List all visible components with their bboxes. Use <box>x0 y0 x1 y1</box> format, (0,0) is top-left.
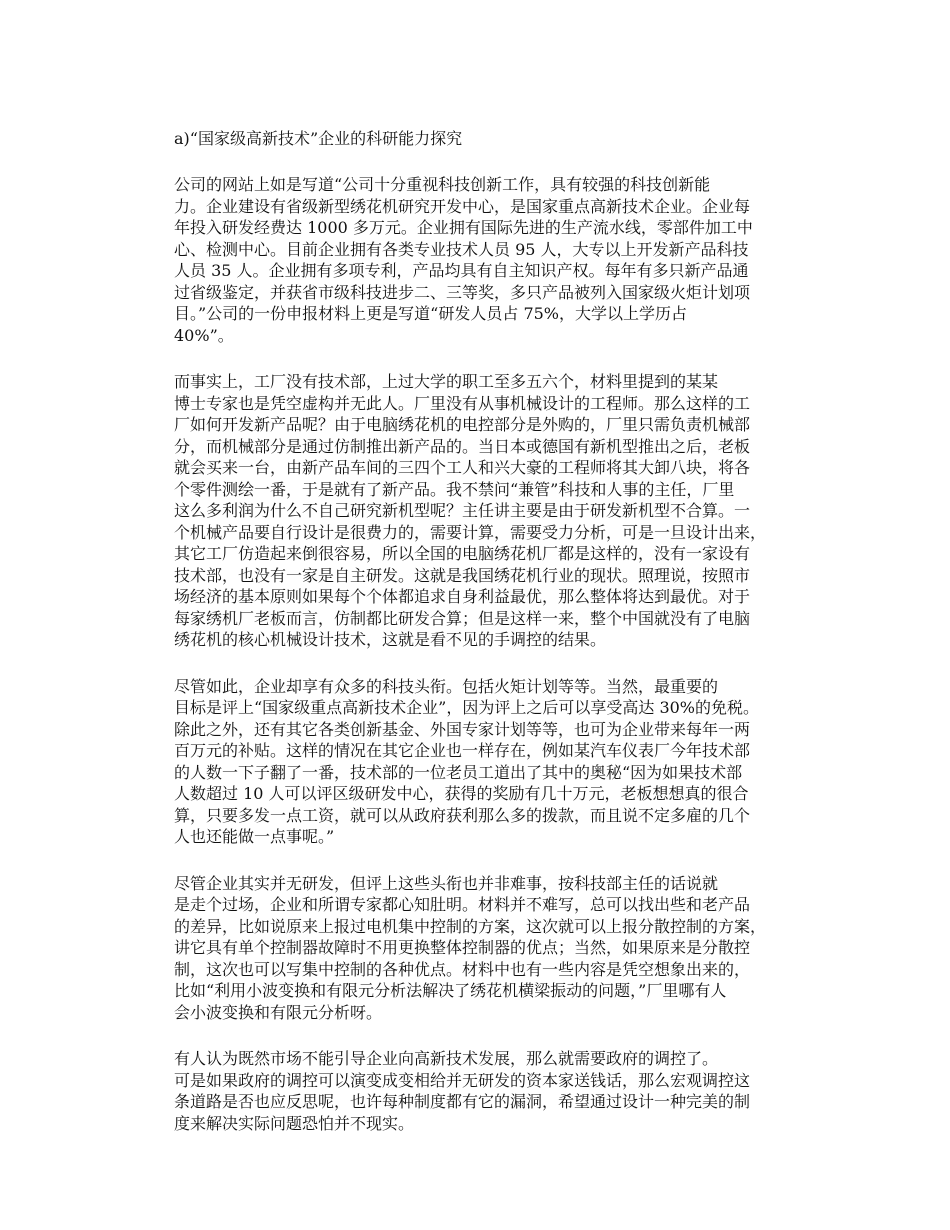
text-line: 会小波变换和有限元分析呀。 <box>174 1002 383 1022</box>
paragraph-5 <box>140 1048 810 1134</box>
text-line: 就会买来一台，由新产品车间的三四个工人和兴大豪的工程师将其大卸八块，将各 <box>174 458 751 477</box>
text-line: 人也还能做一点事呢。” <box>174 827 335 846</box>
text-line: 而事实上，工厂没有技术部，上过大学的职工至多五六个，材料里提到的某某 <box>174 372 719 391</box>
text-line: 技术部，也没有一家是自主研发。这就是我国绣花机行业的现状。照理说，按照市 <box>174 565 751 585</box>
text-line: 目标是评上“国家级重点高新技术企业”，因为评上之后可以享受高达 30%的免税。 <box>174 698 760 717</box>
text-line: 尽管企业其实并无研发，但评上这些头衔也并非难事，按科技部主任的话说就 <box>174 873 719 893</box>
text-line: 年投入研发经费达 1000 多万元。企业拥有国际先进的生产流水线，零部件加工中 <box>174 218 753 237</box>
text-line: 人员 35 人。企业拥有多项专利，产品均具有自主知识产权。每年有多只新产品通 <box>174 261 749 280</box>
section-heading: a)“国家级高新技术”企业的科研能力探究 <box>174 129 463 148</box>
text-line: 个机械产品要自行设计是很费力的，需要计算，需要受力分析，可是一旦设计出来， <box>174 522 767 542</box>
text-line: 这么多利润为什么不自己研究新机型呢？主任讲主要是由于研发新机型不合算。一 <box>174 501 751 520</box>
paragraph-2 <box>140 371 810 651</box>
text-line: 制，这次也可以写集中控制的各种优点。材料中也有一些内容是凭空想象出来的， <box>174 959 751 979</box>
text-line: 个零件测绘一番，于是就有了新产品。我不禁问“兼管”科技和人事的主任，厂里 <box>174 479 735 499</box>
text-line: 场经济的基本原则如果每个个体都追求自身利益最优，那么整体将达到最优。对于 <box>174 587 751 606</box>
text-line: 讲它具有单个控制器故障时不用更换整体控制器的优点；当然，如果原来是分散控 <box>174 938 751 957</box>
document-body <box>140 128 810 1159</box>
text-line: 每家绣机厂老板而言，仿制都比研发合算；但是这样一来，整个中国就没有了电脑 <box>174 608 751 628</box>
text-line: 绣花机的核心机械设计技术，这就是看不见的手调控的结果。 <box>174 630 607 649</box>
text-line: 算，只要多发一点工资，就可以从政府获利那么多的拨款，而且说不定多雇的几个 <box>174 805 751 825</box>
text-line: 度来解决实际问题恐怕并不现实。 <box>174 1113 415 1133</box>
text-line: 的人数一下子翻了一番，技术部的一位老员工道出了其中的奥秘“因为如果技术部 <box>174 762 743 782</box>
text-line: 条道路是否也应反思呢，也许每种制度都有它的漏洞，希望通过设计一种完美的制 <box>174 1092 751 1111</box>
text-line: 除此之外，还有其它各类创新基金、外国专家计划等等，也可为企业带来每年一两 <box>174 719 751 739</box>
text-line: 过省级鉴定，并获省市级科技进步二、三等奖，多只产品被列入国家级火炬计划项 <box>174 282 751 302</box>
text-line: 厂如何开发新产品呢？由于电脑绣花机的电控部分是外购的，厂里只需负责机械部 <box>174 415 751 434</box>
paragraph-1 <box>140 174 810 346</box>
text-line: 其它工厂仿造起来倒很容易，所以全国的电脑绣花机厂都是这样的，没有一家设有 <box>174 544 751 563</box>
text-line: 百万元的补贴。这样的情况在其它企业也一样存在，例如某汽车仪表厂今年技术部 <box>174 741 751 760</box>
text-line: 力。企业建设有省级新型绣花机研究开发中心，是国家重点高新技术企业。企业每 <box>174 196 751 216</box>
text-line: 博士专家也是凭空虚构并无此人。厂里没有从事机械设计的工程师。那么这样的工 <box>174 393 751 413</box>
text-line: 是走个过场，企业和所谓专家都心知肚明。材料并不难写，总可以找出些和老产品 <box>174 895 751 914</box>
text-line: 分，而机械部分是通过仿制推出新产品的。当日本或德国有新机型推出之后，老板 <box>174 436 751 456</box>
text-line: 人数超过 10 人可以评区级研发中心，获得的奖励有几十万元，老板想想真的很合 <box>174 784 749 803</box>
text-line: 可是如果政府的调控可以演变成变相给并无研发的资本家送钱话，那么宏观调控这 <box>174 1070 751 1090</box>
text-line: 目。”公司的一份申报材料上更是写道“研发人员占 75%，大学以上学历占 <box>174 304 688 323</box>
text-line: 尽管如此，企业却享有众多的科技头衔。包括火矩计划等等。当然，最重要的 <box>174 676 719 696</box>
text-line: 公司的网站上如是写道“公司十分重视科技创新工作，具有较强的科技创新能 <box>174 175 711 194</box>
text-line: 比如“利用小波变换和有限元分析法解决了绣花机横梁振动的问题，”厂里哪有人 <box>174 981 727 1000</box>
paragraph-4 <box>140 873 810 1024</box>
text-line: 40%”。 <box>174 325 234 345</box>
text-line: 心、检测中心。目前企业拥有各类专业技术人员 95 人，大专以上开发新产品科技 <box>174 239 749 259</box>
text-line: 的差异，比如说原来上报过电机集中控制的方案，这次就可以上报分散控制的方案， <box>174 916 767 936</box>
paragraph-3 <box>140 676 810 848</box>
text-line: 有人认为既然市场不能引导企业向高新技术发展，那么就需要政府的调控了。 <box>174 1049 719 1068</box>
